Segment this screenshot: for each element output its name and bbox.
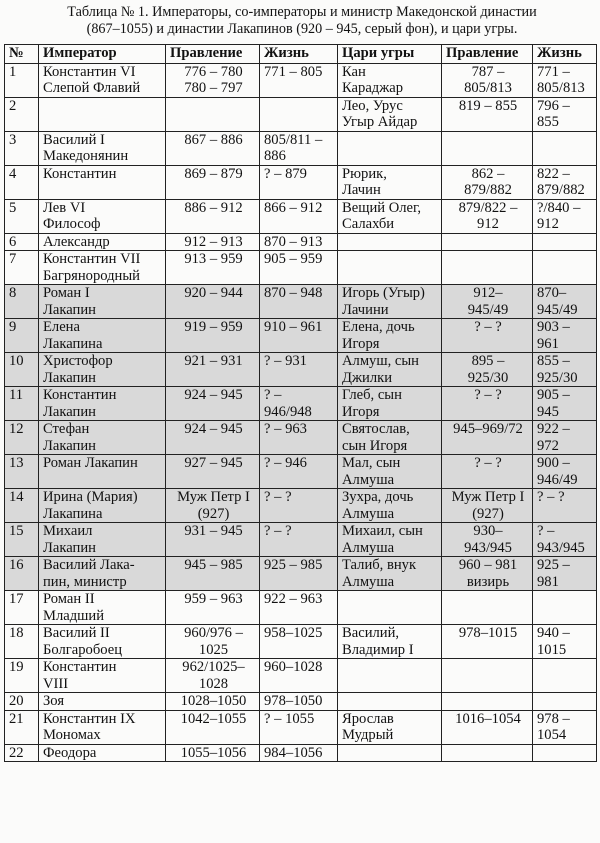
table-row: [5, 591, 597, 625]
caption-line-2: (867–1055) и династии Лакапинов (920 – 945, серый фон), и цари угры.: [86, 21, 518, 37]
header-life: Жизнь: [260, 45, 338, 64]
cell-king-reign: 978–1015: [442, 625, 533, 659]
cell-emperor: Василий II Болгаробоец: [39, 625, 166, 659]
cell-king-reign: [442, 744, 533, 761]
cell-emperor: Елена Лакапина: [39, 319, 166, 353]
cell-life: 925 – 985: [260, 557, 338, 591]
cell-king: [338, 591, 442, 625]
cell-reign: 869 – 879: [166, 166, 260, 200]
cell-king-reign: [442, 693, 533, 710]
cell-emperor: Михаил Лакапин: [39, 523, 166, 557]
cell-reign: 886 – 912: [166, 200, 260, 234]
cell-emperor: Христофор Лакапин: [39, 353, 166, 387]
header-reign: Правление: [166, 45, 260, 64]
cell-king-life: 870– 945/49: [533, 285, 597, 319]
cell-king-reign: 895 – 925/30: [442, 353, 533, 387]
table-row: [5, 455, 597, 489]
cell-king: Михаил, сын Алмуша: [338, 523, 442, 557]
cell-king: Кан Караджар: [338, 64, 442, 98]
cell-number: 18: [5, 625, 39, 659]
cell-reign: 927 – 945: [166, 455, 260, 489]
cell-king-life: 922 – 972: [533, 421, 597, 455]
cell-king-reign: [442, 251, 533, 285]
cell-emperor: [39, 98, 166, 132]
cell-number: 15: [5, 523, 39, 557]
cell-reign: 945 – 985: [166, 557, 260, 591]
cell-king-reign: 879/822 – 912: [442, 200, 533, 234]
table-row: [5, 98, 597, 132]
cell-life: ? – 931: [260, 353, 338, 387]
cell-king-reign: [442, 234, 533, 251]
cell-king: Талиб, внук Алмуша: [338, 557, 442, 591]
cell-reign: [166, 98, 260, 132]
header-kings-reign: Правление: [442, 45, 533, 64]
cell-life: ? – ?: [260, 523, 338, 557]
table-row: [5, 693, 597, 710]
cell-life: 984–1056: [260, 744, 338, 761]
cell-king-reign: [442, 659, 533, 693]
cell-reign: 1028–1050: [166, 693, 260, 710]
cell-reign: 920 – 944: [166, 285, 260, 319]
cell-king-life: ? – ?: [533, 489, 597, 523]
cell-king-life: 925 – 981: [533, 557, 597, 591]
table-row: [5, 387, 597, 421]
cell-king-life: 978 – 1054: [533, 710, 597, 744]
cell-emperor: Константин VI Слепой Флавий: [39, 64, 166, 98]
cell-number: 20: [5, 693, 39, 710]
header-number: №: [5, 45, 39, 64]
cell-king-life: 940 – 1015: [533, 625, 597, 659]
cell-king-life: [533, 693, 597, 710]
table-row: [5, 285, 597, 319]
cell-life: 910 – 961: [260, 319, 338, 353]
cell-number: 5: [5, 200, 39, 234]
cell-reign: 913 – 959: [166, 251, 260, 285]
cell-king-life: [533, 659, 597, 693]
cell-life: ? – 963: [260, 421, 338, 455]
cell-reign: 1042–1055: [166, 710, 260, 744]
cell-king-reign: ? – ?: [442, 387, 533, 421]
cell-life: 771 – 805: [260, 64, 338, 98]
table-row: [5, 557, 597, 591]
cell-life: ? – ?: [260, 489, 338, 523]
cell-king-life: ?/840 – 912: [533, 200, 597, 234]
cell-king-life: 822 – 879/882: [533, 166, 597, 200]
cell-emperor: Василий Лака- пин, министр: [39, 557, 166, 591]
cell-reign: 924 – 945: [166, 421, 260, 455]
table-row: [5, 659, 597, 693]
cell-emperor: Александр: [39, 234, 166, 251]
cell-life: ? – 946/948: [260, 387, 338, 421]
cell-king: Елена, дочь Игоря: [338, 319, 442, 353]
cell-king: [338, 234, 442, 251]
cell-king-reign: 945–969/72: [442, 421, 533, 455]
cell-king-life: 900 – 946/49: [533, 455, 597, 489]
cell-king-reign: 1016–1054: [442, 710, 533, 744]
cell-emperor: Ирина (Мария) Лакапина: [39, 489, 166, 523]
cell-reign: 921 – 931: [166, 353, 260, 387]
cell-king-reign: 862 – 879/882: [442, 166, 533, 200]
table-row: [5, 200, 597, 234]
cell-king: Алмуш, сын Джилки: [338, 353, 442, 387]
table-row: [5, 64, 597, 98]
cell-life: 958–1025: [260, 625, 338, 659]
cell-king: Святослав, сын Игоря: [338, 421, 442, 455]
cell-emperor: Роман II Младший: [39, 591, 166, 625]
cell-king-reign: ? – ?: [442, 455, 533, 489]
cell-life: 866 – 912: [260, 200, 338, 234]
cell-king-reign: 930– 943/945: [442, 523, 533, 557]
cell-life: ? – 1055: [260, 710, 338, 744]
cell-king: Мал, сын Алмуша: [338, 455, 442, 489]
cell-emperor: Роман Лакапин: [39, 455, 166, 489]
header-row: [5, 45, 597, 64]
cell-number: 17: [5, 591, 39, 625]
cell-life: 978–1050: [260, 693, 338, 710]
table-row: [5, 421, 597, 455]
cell-king-life: [533, 251, 597, 285]
table-row: [5, 625, 597, 659]
cell-emperor: Константин: [39, 166, 166, 200]
cell-number: 19: [5, 659, 39, 693]
cell-number: 1: [5, 64, 39, 98]
cell-king: [338, 251, 442, 285]
cell-king: Игорь (Угыр) Лачини: [338, 285, 442, 319]
cell-reign: 959 – 963: [166, 591, 260, 625]
table-row: [5, 132, 597, 166]
table-row: [5, 744, 597, 761]
cell-king-life: 855 – 925/30: [533, 353, 597, 387]
cell-king-reign: 819 – 855: [442, 98, 533, 132]
cell-number: 13: [5, 455, 39, 489]
table-row: [5, 523, 597, 557]
table-row: [5, 234, 597, 251]
cell-king-reign: [442, 132, 533, 166]
cell-life: [260, 98, 338, 132]
cell-king: Василий, Владимир I: [338, 625, 442, 659]
cell-emperor: Константин VIII: [39, 659, 166, 693]
caption-line-1: Таблица № 1. Императоры, со-императоры и министр Македонской династии: [67, 4, 537, 20]
cell-reign: 931 – 945: [166, 523, 260, 557]
cell-emperor: Константин VII Багрянородный: [39, 251, 166, 285]
cell-emperor: Зоя: [39, 693, 166, 710]
cell-king: [338, 132, 442, 166]
cell-king-reign: 960 – 981 визирь: [442, 557, 533, 591]
cell-number: 22: [5, 744, 39, 761]
cell-reign: 919 – 959: [166, 319, 260, 353]
table-row: [5, 251, 597, 285]
cell-number: 7: [5, 251, 39, 285]
cell-reign: 867 – 886: [166, 132, 260, 166]
cell-number: 4: [5, 166, 39, 200]
cell-life: 960–1028: [260, 659, 338, 693]
cell-king: Ярослав Мудрый: [338, 710, 442, 744]
header-kings: Цари угры: [338, 45, 442, 64]
cell-number: 21: [5, 710, 39, 744]
cell-emperor: Василий I Македонянин: [39, 132, 166, 166]
cell-king-life: 903 – 961: [533, 319, 597, 353]
cell-reign: 776 – 780 780 – 797: [166, 64, 260, 98]
cell-number: 9: [5, 319, 39, 353]
cell-king: [338, 659, 442, 693]
cell-reign: 960/976 – 1025: [166, 625, 260, 659]
cell-king: Лео, Урус Угыр Айдар: [338, 98, 442, 132]
table-caption: [8, 4, 596, 38]
cell-number: 2: [5, 98, 39, 132]
cell-king-life: 905 – 945: [533, 387, 597, 421]
cell-life: 805/811 – 886: [260, 132, 338, 166]
cell-life: 905 – 959: [260, 251, 338, 285]
cell-life: 870 – 948: [260, 285, 338, 319]
cell-king-reign: Муж Петр I (927): [442, 489, 533, 523]
header-kings-life: Жизнь: [533, 45, 597, 64]
cell-emperor: Константин IX Мономах: [39, 710, 166, 744]
cell-king: Рюрик, Лачин: [338, 166, 442, 200]
cell-number: 16: [5, 557, 39, 591]
header-emperor: Император: [39, 45, 166, 64]
cell-reign: 1055–1056: [166, 744, 260, 761]
cell-number: 11: [5, 387, 39, 421]
cell-king-life: 771 – 805/813: [533, 64, 597, 98]
cell-reign: 962/1025– 1028: [166, 659, 260, 693]
cell-life: ? – 879: [260, 166, 338, 200]
cell-king-reign: [442, 591, 533, 625]
cell-number: 8: [5, 285, 39, 319]
cell-king-life: [533, 591, 597, 625]
table-body: [5, 64, 597, 762]
cell-emperor: Роман I Лакапин: [39, 285, 166, 319]
cell-life: 870 – 913: [260, 234, 338, 251]
cell-king: [338, 693, 442, 710]
cell-reign: 912 – 913: [166, 234, 260, 251]
table-row: [5, 489, 597, 523]
cell-king: Зухра, дочь Алмуша: [338, 489, 442, 523]
cell-emperor: Константин Лакапин: [39, 387, 166, 421]
cell-king-life: ? – 943/945: [533, 523, 597, 557]
table-row: [5, 319, 597, 353]
cell-king: [338, 744, 442, 761]
cell-emperor: Лев VI Философ: [39, 200, 166, 234]
cell-emperor: Стефан Лакапин: [39, 421, 166, 455]
emperors-table: [4, 44, 597, 762]
cell-number: 3: [5, 132, 39, 166]
cell-life: ? – 946: [260, 455, 338, 489]
cell-king: Вещий Олег, Салахби: [338, 200, 442, 234]
cell-king-life: [533, 744, 597, 761]
cell-king-life: 796 – 855: [533, 98, 597, 132]
cell-king-life: [533, 132, 597, 166]
table-row: [5, 166, 597, 200]
cell-king-reign: 787 – 805/813: [442, 64, 533, 98]
cell-emperor: Феодора: [39, 744, 166, 761]
cell-king: Глеб, сын Игоря: [338, 387, 442, 421]
cell-number: 10: [5, 353, 39, 387]
cell-number: 12: [5, 421, 39, 455]
cell-king-reign: ? – ?: [442, 319, 533, 353]
cell-number: 14: [5, 489, 39, 523]
cell-reign: 924 – 945: [166, 387, 260, 421]
cell-number: 6: [5, 234, 39, 251]
cell-king-reign: 912– 945/49: [442, 285, 533, 319]
cell-king-life: [533, 234, 597, 251]
cell-reign: Муж Петр I (927): [166, 489, 260, 523]
cell-life: 922 – 963: [260, 591, 338, 625]
table-row: [5, 353, 597, 387]
table-row: [5, 710, 597, 744]
